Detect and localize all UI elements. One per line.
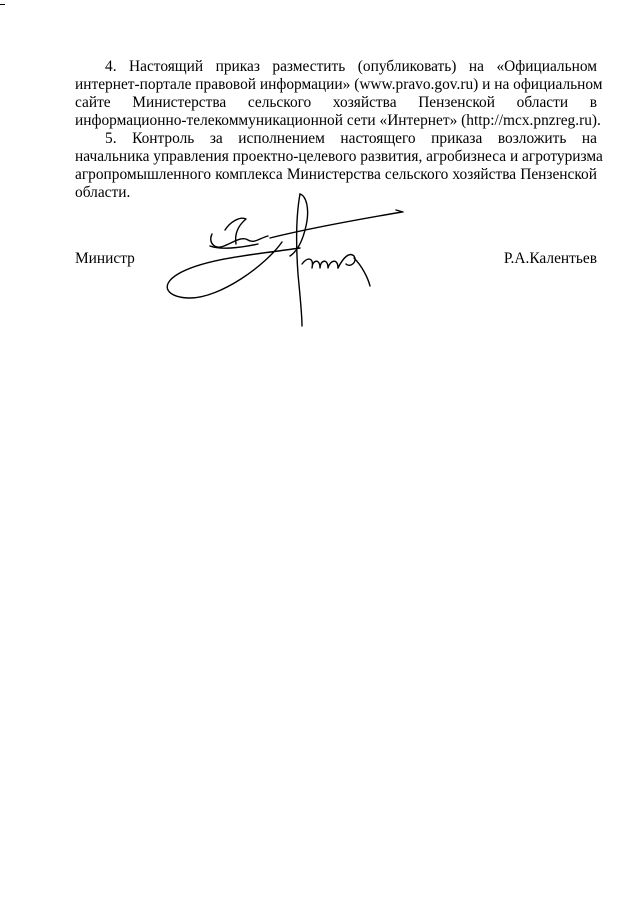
text-line: агропромышленного комплекса Министерства сельского хозяйства Пензенской [75, 166, 597, 183]
text-line: информационно-телекоммуникационной сети «Интернет» (http://mcx.pnzreg.ru). [75, 112, 601, 129]
text-line: сайте Министерства сельского хозяйства Пензенской области в [75, 94, 597, 111]
text-line: 4. Настоящий приказ разместить (опубликовать) на «Официальном [105, 58, 597, 75]
paragraph-4 [75, 58, 603, 130]
signatory-name: Р.А.Калентьев [503, 250, 597, 267]
signatory-title: Министр [75, 250, 135, 267]
text-line: 5. Контроль за исполнением настоящего приказа возложить на [105, 130, 597, 147]
text-line: области. [75, 184, 131, 201]
text-line: интернет-портале правовой информации» (www.pravo.gov.ru) и на официальном [75, 76, 603, 93]
handwritten-signature [150, 186, 410, 332]
document-body [75, 58, 603, 202]
text-line: начальника управления проектно-целевого развития, агробизнеса и агротуризма [75, 148, 603, 165]
scan-mark [0, 4, 5, 5]
